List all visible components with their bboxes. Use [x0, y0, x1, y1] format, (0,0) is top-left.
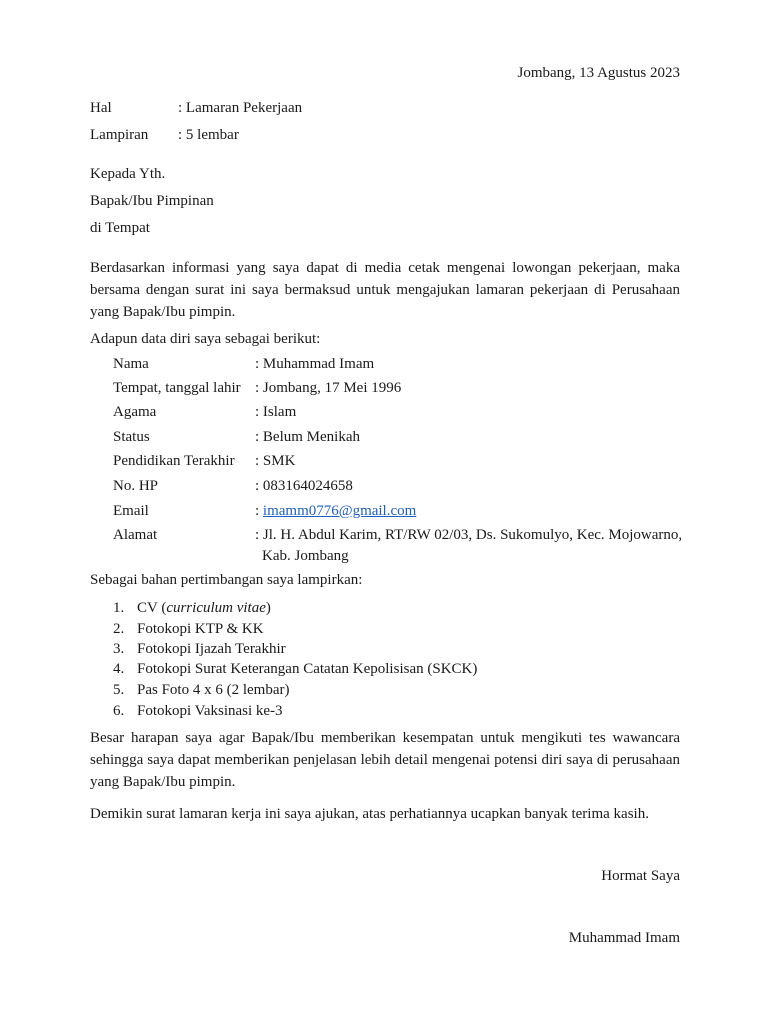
data-intro: Adapun data diri saya sebagai berikut:: [90, 331, 321, 347]
list-item: [137, 599, 271, 617]
list-item-number: 4.: [113, 661, 125, 677]
name-label: Nama: [113, 356, 149, 372]
list-item-text: ): [265, 600, 271, 616]
salutation: Hormat Saya: [601, 868, 680, 884]
phone-value: : 083164024658: [255, 478, 353, 494]
status-label: Status: [113, 429, 150, 445]
opening-line-2: bersama dengan surat ini saya bermaksud untuk mengajukan lamaran pekerjaan di Perusahaan: [90, 282, 680, 298]
list-item: Fotokopi KTP & KK: [137, 621, 264, 637]
attachment-value: : 5 lembar: [178, 127, 239, 143]
birth-value: : Jombang, 17 Mei 1996: [255, 380, 402, 396]
opening-line-3: yang Bapak/Ibu pimpin.: [90, 304, 236, 320]
opening-paragraph: [90, 257, 680, 323]
address-value-line-2: Kab. Jombang: [262, 548, 349, 564]
list-item: Fotokopi Surat Keterangan Catatan Kepolisisan (SKCK): [137, 661, 478, 677]
recipient-line-1: Kepada Yth.: [90, 166, 166, 182]
list-item: Fotokopi Vaksinasi ke-3: [137, 703, 283, 719]
hope-line-3: yang Bapak/Ibu pimpin.: [90, 774, 236, 790]
email-label: Email: [113, 503, 149, 519]
closing-sentence: Demikin surat lamaran kerja ini saya ajukan, atas perhatiannya ucapkan banyak terima kasih.: [90, 806, 649, 822]
education-label: Pendidikan Terakhir: [113, 453, 235, 469]
list-item-number: 2.: [113, 621, 125, 637]
list-item: Fotokopi Ijazah Terakhir: [137, 641, 286, 657]
personal-data-table: [0, 355, 768, 565]
email-link[interactable]: imamm0776@gmail.com: [262, 503, 417, 519]
place-date: Jombang, 13 Agustus 2023: [517, 65, 680, 81]
status-value: : Belum Menikah: [255, 429, 360, 445]
signatory-name: Muhammad Imam: [568, 930, 680, 946]
name-value: : Muhammad Imam: [255, 356, 375, 372]
subject-value: : Lamaran Pekerjaan: [178, 100, 303, 116]
address-value-line-1: : Jl. H. Abdul Karim, RT/RW 02/03, Ds. Sukomulyo, Kec. Mojowarno,: [255, 527, 683, 543]
email-value-row: [255, 502, 416, 520]
religion-label: Agama: [113, 404, 157, 420]
list-item-text: CV (: [137, 600, 167, 616]
hope-line-1: Besar harapan saya agar Bapak/Ibu memberikan kesempatan untuk mengikuti tes wawancara: [90, 730, 680, 746]
list-item: Pas Foto 4 x 6 (2 lembar): [137, 682, 290, 698]
list-item-number: 3.: [113, 641, 125, 657]
list-item-number: 5.: [113, 682, 125, 698]
religion-value: : Islam: [255, 404, 297, 420]
attachments-list: [0, 599, 768, 724]
birth-label: Tempat, tanggal lahir: [113, 380, 241, 396]
opening-line-1: Berdasarkan informasi yang saya dapat di media cetak mengenai lowongan pekerjaan, maka: [90, 260, 680, 276]
attachment-label: Lampiran: [90, 127, 149, 143]
hope-line-2: sehingga saya dapat memberikan penjelasan lebih detail mengenai potensi diri saya di perusahaan: [90, 752, 680, 768]
recipient-line-2: Bapak/Ibu Pimpinan: [90, 193, 214, 209]
education-value: : SMK: [255, 453, 296, 469]
email-colon: :: [255, 503, 263, 519]
list-item-number: 1.: [113, 600, 125, 616]
list-item-number: 6.: [113, 703, 125, 719]
attachments-intro: Sebagai bahan pertimbangan saya lampirkan:: [90, 572, 363, 588]
hope-paragraph: [90, 727, 680, 793]
list-item-italic-text: curriculum vitae: [166, 600, 266, 616]
recipient-line-3: di Tempat: [90, 220, 150, 236]
address-label: Alamat: [113, 527, 158, 543]
subject-label: Hal: [90, 100, 112, 116]
phone-label: No. HP: [113, 478, 159, 494]
